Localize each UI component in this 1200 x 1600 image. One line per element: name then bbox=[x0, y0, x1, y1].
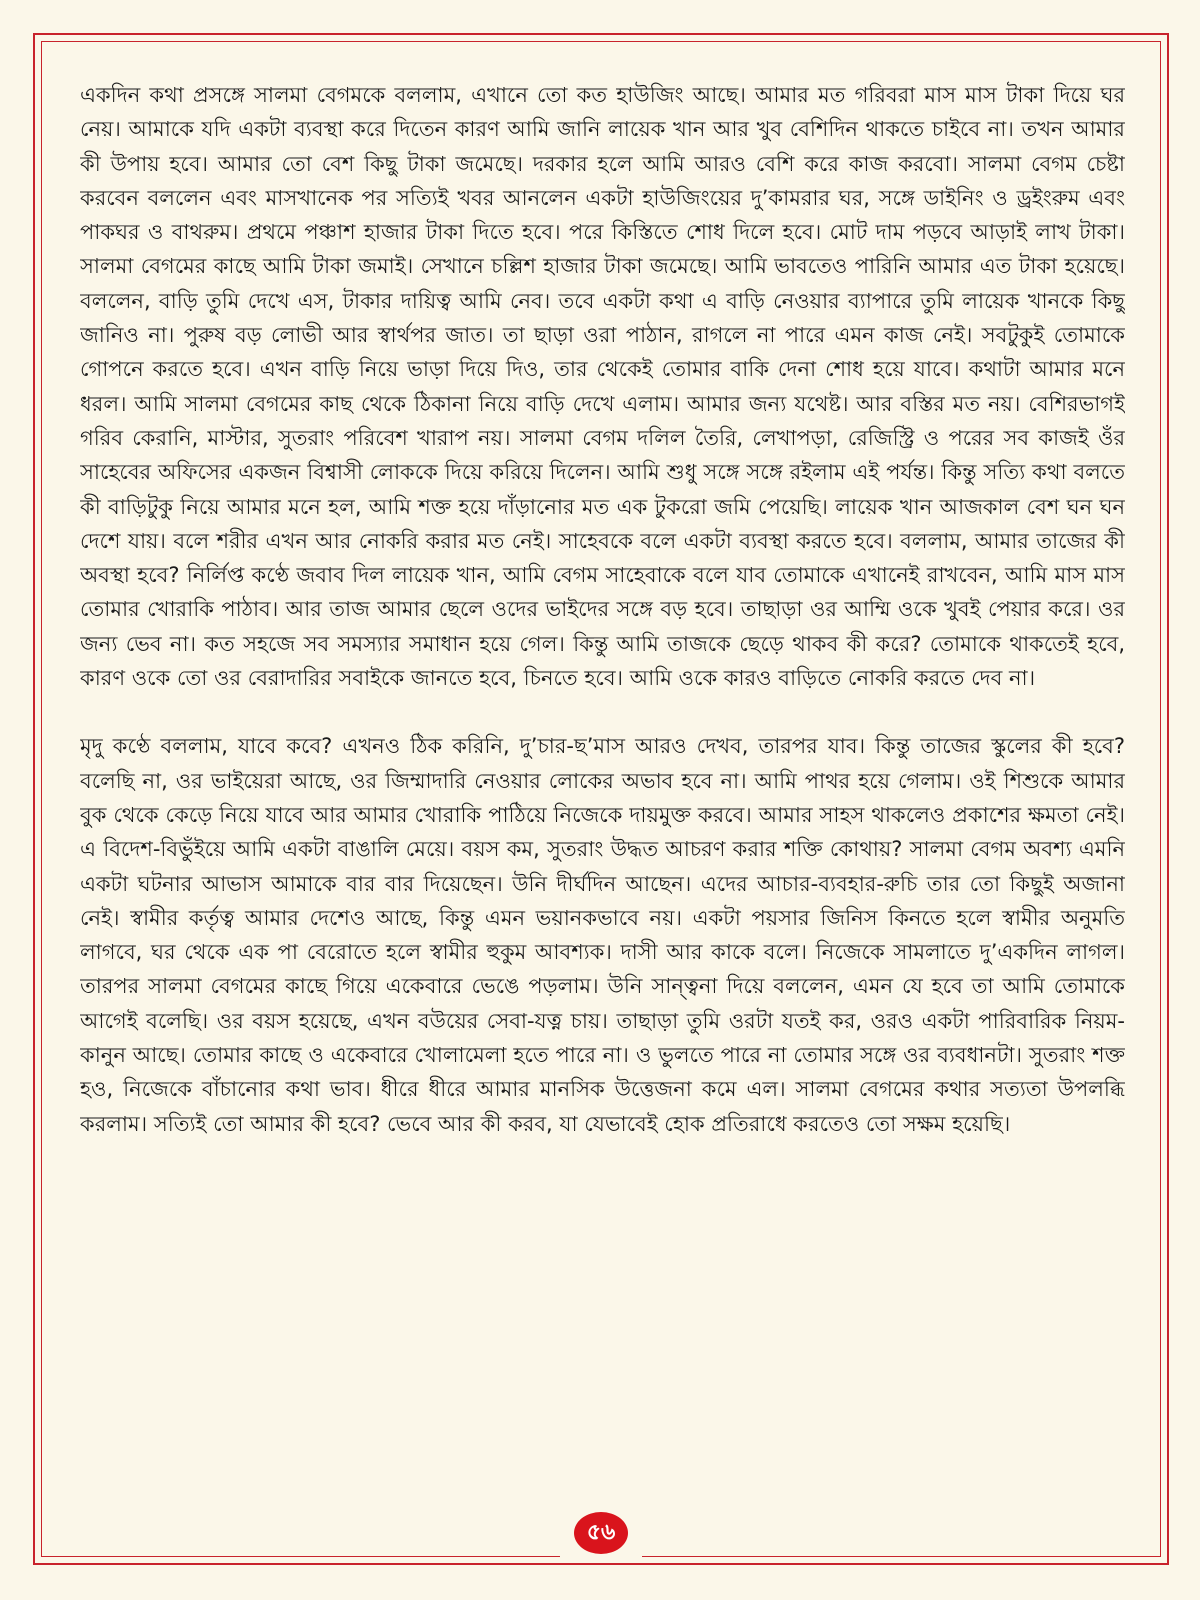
page-number-container bbox=[560, 1508, 642, 1558]
paragraph-1: একদিন কথা প্রসঙ্গে সালমা বেগমকে বললাম, এখানে তো কত হাউজিং আছে। আমার মত গরিবরা মাস মাস টাকা দিয়ে ঘর নেয়। আমাকে যদি একটা ব্যবস্থা করে দিতেন কারণ আমি জানি লায়েক খান আর খুব বেশিদিন থাকতে চাইবে না। তখন আমার কী উপায় হবে। আমার তো বেশ কিছু টাকা জমেছে। দরকার হলে আমি আরও বেশি করে কাজ করবো। সালমা বেগম চেষ্টা করবেন বললেন এবং মাসখানেক পর সত্যিই খবর আনলেন একটা হাউজিংয়ের দু’কামরার ঘর, সঙ্গে ডাইনিং ও ড্রইংরুম এবং পাকঘর ও বাথরুম। প্রথমে পঞ্চাশ হাজার টাকা দিতে হবে। পরে কিস্তিতে শোধ দিলে হবে। মোট দাম পড়বে আড়াই লাখ টাকা। সালমা বেগমের কাছে আমি টাকা জমাই। সেখানে চল্লিশ হাজার টাকা জমেছে। আমি ভাবতেও পারিনি আমার এত টাকা হয়েছে। বললেন, বাড়ি তুমি দেখে এস, টাকার দায়িত্ব আমি নেব। তবে একটা কথা এ বাড়ি নেওয়ার ব্যাপারে তুমি লায়েক খানকে কিছু জানিও না। পুরুষ বড় লোভী আর স্বার্থপর জাত। তা ছাড়া ওরা পাঠান, রাগলে না পারে এমন কাজ নেই। সবটুকুই তোমাকে গোপনে করতে হবে। এখন বাড়ি নিয়ে ভাড়া দিয়ে দিও, তার থেকেই তোমার বাকি দেনা শোধ হয়ে যাবে। কথাটা আমার মনে ধরল। আমি সালমা বেগমের কাছ থেকে ঠিকানা নিয়ে বাড়ি দেখে এলাম। আমার জন্য যথেষ্ট। আর বস্তির মত নয়। বেশিরভাগই গরিব কেরানি, মাস্টার, সুতরাং পরিবেশ খারাপ নয়। সালমা বেগম দলিল তৈরি, লেখাপড়া, রেজিস্ট্রি ও পরের সব কাজই ওঁর সাহেবের অফিসের একজন বিশ্বাসী লোককে দিয়ে করিয়ে দিলেন। আমি শুধু সঙ্গে সঙ্গে রইলাম এই পর্যন্ত। কিন্তু সত্যি কথা বলতে কী বাড়িটুকু নিয়ে আমার মনে হল, আমি শক্ত হয়ে দাঁড়ানোর মত এক টুকরো জমি পেয়েছি। লায়েক খান আজকাল বেশ ঘন ঘন দেশে যায়। বলে শরীর এখন আর নোকরি করার মত নেই। সাহেবকে বলে একটা ব্যবস্থা করতে হবে। বললাম, আমার তাজের কী অবস্থা হবে? নির্লিপ্ত কণ্ঠে জবাব দিল লায়েক খান, আমি বেগম সাহেবাকে বলে যাব তোমাকে এখানেই রাখবেন, আমি মাস মাস তোমার খোরাকি পাঠাব। আর তাজ আমার ছেলে ওদের ভাইদের সঙ্গে বড় হবে। তাছাড়া ওর আম্মি ওকে খুবই পেয়ার করে। ওর জন্য ভেব না। কত সহজে সব সমস্যার সমাধান হয়ে গেল। কিন্তু আমি তাজকে ছেড়ে থাকব কী করে? তোমাকে থাকতেই হবে, কারণ ওকে তো ওর বেরাদারির সবাইকে জানতে হবে, চিনতে হবে। আমি ওকে কারও বাড়িতে নোকরি করতে দেব না। bbox=[80, 83, 1125, 691]
page-body bbox=[80, 78, 1125, 1508]
page-number-badge: ৫৬ bbox=[574, 1512, 628, 1554]
paragraph-2: মৃদু কণ্ঠে বললাম, যাবে কবে? এখনও ঠিক করিনি, দু’চার-ছ’মাস আরও দেখব, তারপর যাব। কিন্তু তাজের স্কুলের কী হবে? বলেছি না, ওর ভাইয়েরা আছে, ওর জিম্মাদারি নেওয়ার লোকের অভাব হবে না। আমি পাথর হয়ে গেলাম। ওই শিশুকে আমার বুক থেকে কেড়ে নিয়ে যাবে আর আমার খোরাকি পাঠিয়ে নিজেকে দায়মুক্ত করবে। আমার সাহস থাকলেও প্রকাশের ক্ষমতা নেই। এ বিদেশ-বিভুঁইয়ে আমি একটা বাঙালি মেয়ে। বয়স কম, সুতরাং উদ্ধত আচরণ করার শক্তি কোথায়? সালমা বেগম অবশ্য এমনি একটা ঘটনার আভাস আমাকে বার বার দিয়েছেন। উনি দীর্ঘদিন আছেন। এদের আচার-ব্যবহার-রুচি তার তো কিছুই অজানা নেই। স্বামীর কর্তৃত্ব আমার দেশেও আছে, কিন্তু এমন ভয়ানকভাবে নয়। একটা পয়সার জিনিস কিনতে হলে স্বামীর অনুমতি লাগবে, ঘর থেকে এক পা বেরোতে হলে স্বামীর হুকুম আবশ্যক। দাসী আর কাকে বলে। নিজেকে সামলাতে দু’একদিন লাগল। তারপর সালমা বেগমের কাছে গিয়ে একেবারে ভেঙে পড়লাম। উনি সান্ত্বনা দিয়ে বললেন, এমন যে হবে তা আমি তোমাকে আগেই বলেছি। ওর বয়স হয়েছে, এখন বউয়ের সেবা-যত্ন চায়। তাছাড়া তুমি ওরটা যতই কর, ওরও একটা পারিবারিক নিয়ম-কানুন আছে। তোমার কাছে ও একেবারে খোলামেলা হতে পারে না। ও ভুলতে পারে না তোমার সঙ্গে ওর ব্যবধানটা। সুতরাং শক্ত হও, নিজেকে বাঁচানোর কথা ভাব। ধীরে ধীরে আমার মানসিক উত্তেজনা কমে এল। সালমা বেগমের কথার সত্যতা উপলব্ধি করলাম। সত্যিই তো আমার কী হবে? ভেবে আর কী করব, যা যেভাবেই হোক প্রতিরাধে করতেও তো সক্ষম হয়েছি। bbox=[80, 734, 1125, 1136]
